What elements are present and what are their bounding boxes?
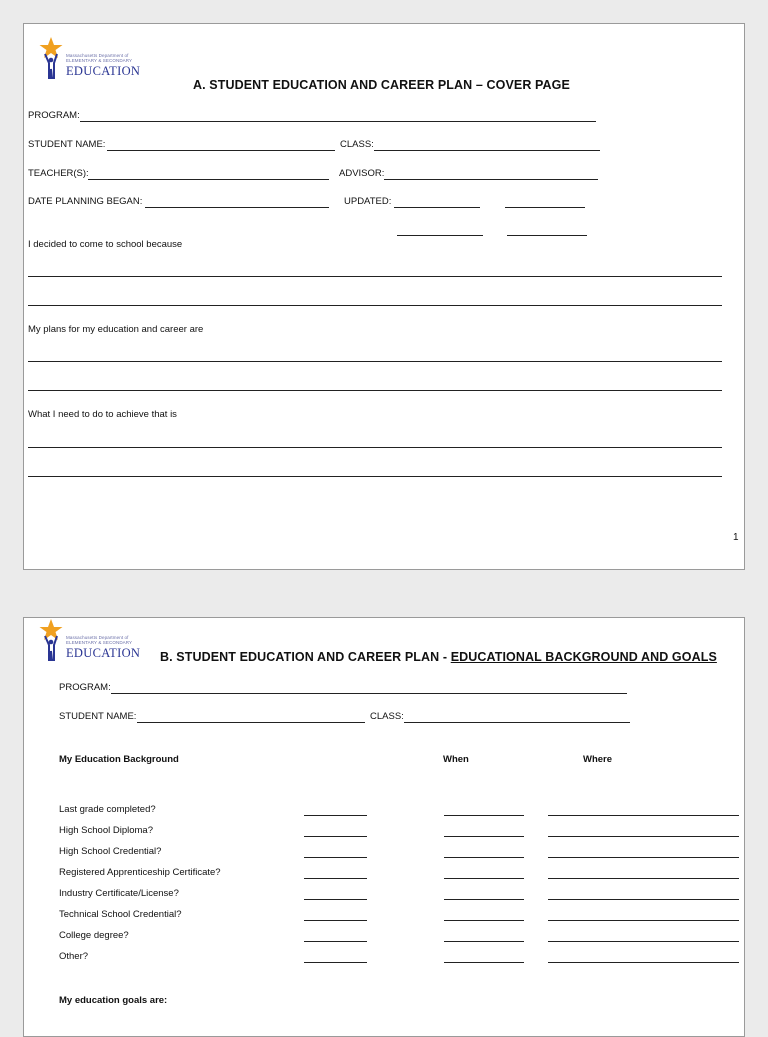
- form-page-background-goals: [23, 617, 745, 1037]
- background-row-label: Industry Certificate/License?: [59, 888, 179, 899]
- date-began-input-line[interactable]: [145, 207, 329, 208]
- advisor-input-line[interactable]: [384, 179, 598, 180]
- answer-line[interactable]: [28, 305, 722, 306]
- updated-input-line-1[interactable]: [394, 207, 480, 208]
- advisor-label: ADVISOR:: [339, 168, 385, 179]
- logo-wordmark: EDUCATION: [66, 64, 141, 78]
- logo-line-2: ELEMENTARY & SECONDARY: [66, 57, 133, 63]
- logo-line-1: Massachusetts Department of: [66, 53, 129, 58]
- prompt-plans: My plans for my education and career are: [28, 324, 204, 335]
- teachers-input-line[interactable]: [88, 179, 329, 180]
- background-row-where-line[interactable]: [548, 899, 739, 900]
- background-row-where-line[interactable]: [548, 962, 739, 963]
- logo-line-1: Massachusetts Department of: [66, 635, 129, 640]
- background-row-answer-line[interactable]: [304, 962, 367, 963]
- background-row-when-line[interactable]: [444, 899, 524, 900]
- background-row-label: High School Diploma?: [59, 825, 153, 836]
- class-label: CLASS:: [340, 139, 374, 150]
- background-row-label: Registered Apprenticeship Certificate?: [59, 867, 221, 878]
- background-row-where-line[interactable]: [548, 941, 739, 942]
- background-row-where-line[interactable]: [548, 836, 739, 837]
- education-goals-label: My education goals are:: [59, 995, 168, 1006]
- background-row-label: Other?: [59, 951, 89, 962]
- answer-line[interactable]: [28, 390, 722, 391]
- background-row-label: Technical School Credential?: [59, 909, 182, 920]
- doe-logo: [38, 618, 140, 662]
- date-began-label: DATE PLANNING BEGAN:: [28, 196, 143, 207]
- background-row-where-line[interactable]: [548, 815, 739, 816]
- when-header: When: [443, 754, 469, 765]
- program-input-line[interactable]: [80, 121, 596, 122]
- logo-line-2: ELEMENTARY & SECONDARY: [66, 639, 133, 645]
- answer-line[interactable]: [28, 447, 722, 448]
- answer-line[interactable]: [28, 276, 722, 277]
- page-number: 1: [733, 532, 739, 543]
- answer-line[interactable]: [28, 476, 722, 477]
- page-title-underlined: EDUCATIONAL BACKGROUND AND GOALS: [450, 650, 717, 664]
- logo-wordmark: EDUCATION: [66, 646, 141, 660]
- answer-line[interactable]: [28, 361, 722, 362]
- background-row-answer-line[interactable]: [304, 857, 367, 858]
- background-row-where-line[interactable]: [548, 878, 739, 879]
- program-label: PROGRAM:: [28, 110, 80, 121]
- updated-label: UPDATED:: [344, 196, 392, 207]
- background-row-answer-line[interactable]: [304, 815, 367, 816]
- background-row-label: High School Credential?: [59, 846, 162, 857]
- class-input-line[interactable]: [404, 722, 630, 723]
- page-title: [160, 650, 717, 664]
- where-header: Where: [583, 754, 613, 765]
- star-figure-icon: [38, 36, 64, 80]
- student-name-input-line[interactable]: [107, 150, 335, 151]
- background-row-answer-line[interactable]: [304, 878, 367, 879]
- program-input-line[interactable]: [111, 693, 627, 694]
- background-row-answer-line[interactable]: [304, 920, 367, 921]
- page-title: A. STUDENT EDUCATION AND CAREER PLAN – COVER PAGE: [193, 78, 570, 92]
- class-label: CLASS:: [370, 711, 404, 722]
- prompt-reason: I decided to come to school because: [28, 239, 183, 250]
- background-row-answer-line[interactable]: [304, 899, 367, 900]
- updated-input-line-2[interactable]: [505, 207, 585, 208]
- background-row-answer-line[interactable]: [304, 941, 367, 942]
- updated-input-line-3[interactable]: [397, 235, 483, 236]
- program-label: PROGRAM:: [59, 682, 111, 693]
- class-input-line[interactable]: [374, 150, 600, 151]
- background-row-where-line[interactable]: [548, 920, 739, 921]
- teachers-label: TEACHER(S):: [28, 168, 89, 179]
- background-row-label: Last grade completed?: [59, 804, 156, 815]
- background-row-answer-line[interactable]: [304, 836, 367, 837]
- background-row-when-line[interactable]: [444, 815, 524, 816]
- background-row-when-line[interactable]: [444, 857, 524, 858]
- prompt-achieve: What I need to do to achieve that is: [28, 409, 177, 420]
- page-title-prefix: B. STUDENT EDUCATION AND CAREER PLAN -: [160, 650, 451, 664]
- student-name-input-line[interactable]: [137, 722, 365, 723]
- background-row-where-line[interactable]: [548, 857, 739, 858]
- background-row-when-line[interactable]: [444, 962, 524, 963]
- form-page-cover: [23, 23, 745, 570]
- background-row-when-line[interactable]: [444, 941, 524, 942]
- student-name-label: STUDENT NAME:: [59, 711, 137, 722]
- education-background-header: My Education Background: [59, 754, 179, 765]
- star-figure-icon: [38, 618, 64, 662]
- doe-logo: [38, 36, 140, 80]
- student-name-label: STUDENT NAME:: [28, 139, 106, 150]
- updated-input-line-4[interactable]: [507, 235, 587, 236]
- background-row-when-line[interactable]: [444, 920, 524, 921]
- background-row-label: College degree?: [59, 930, 129, 941]
- background-row-when-line[interactable]: [444, 836, 524, 837]
- background-row-when-line[interactable]: [444, 878, 524, 879]
